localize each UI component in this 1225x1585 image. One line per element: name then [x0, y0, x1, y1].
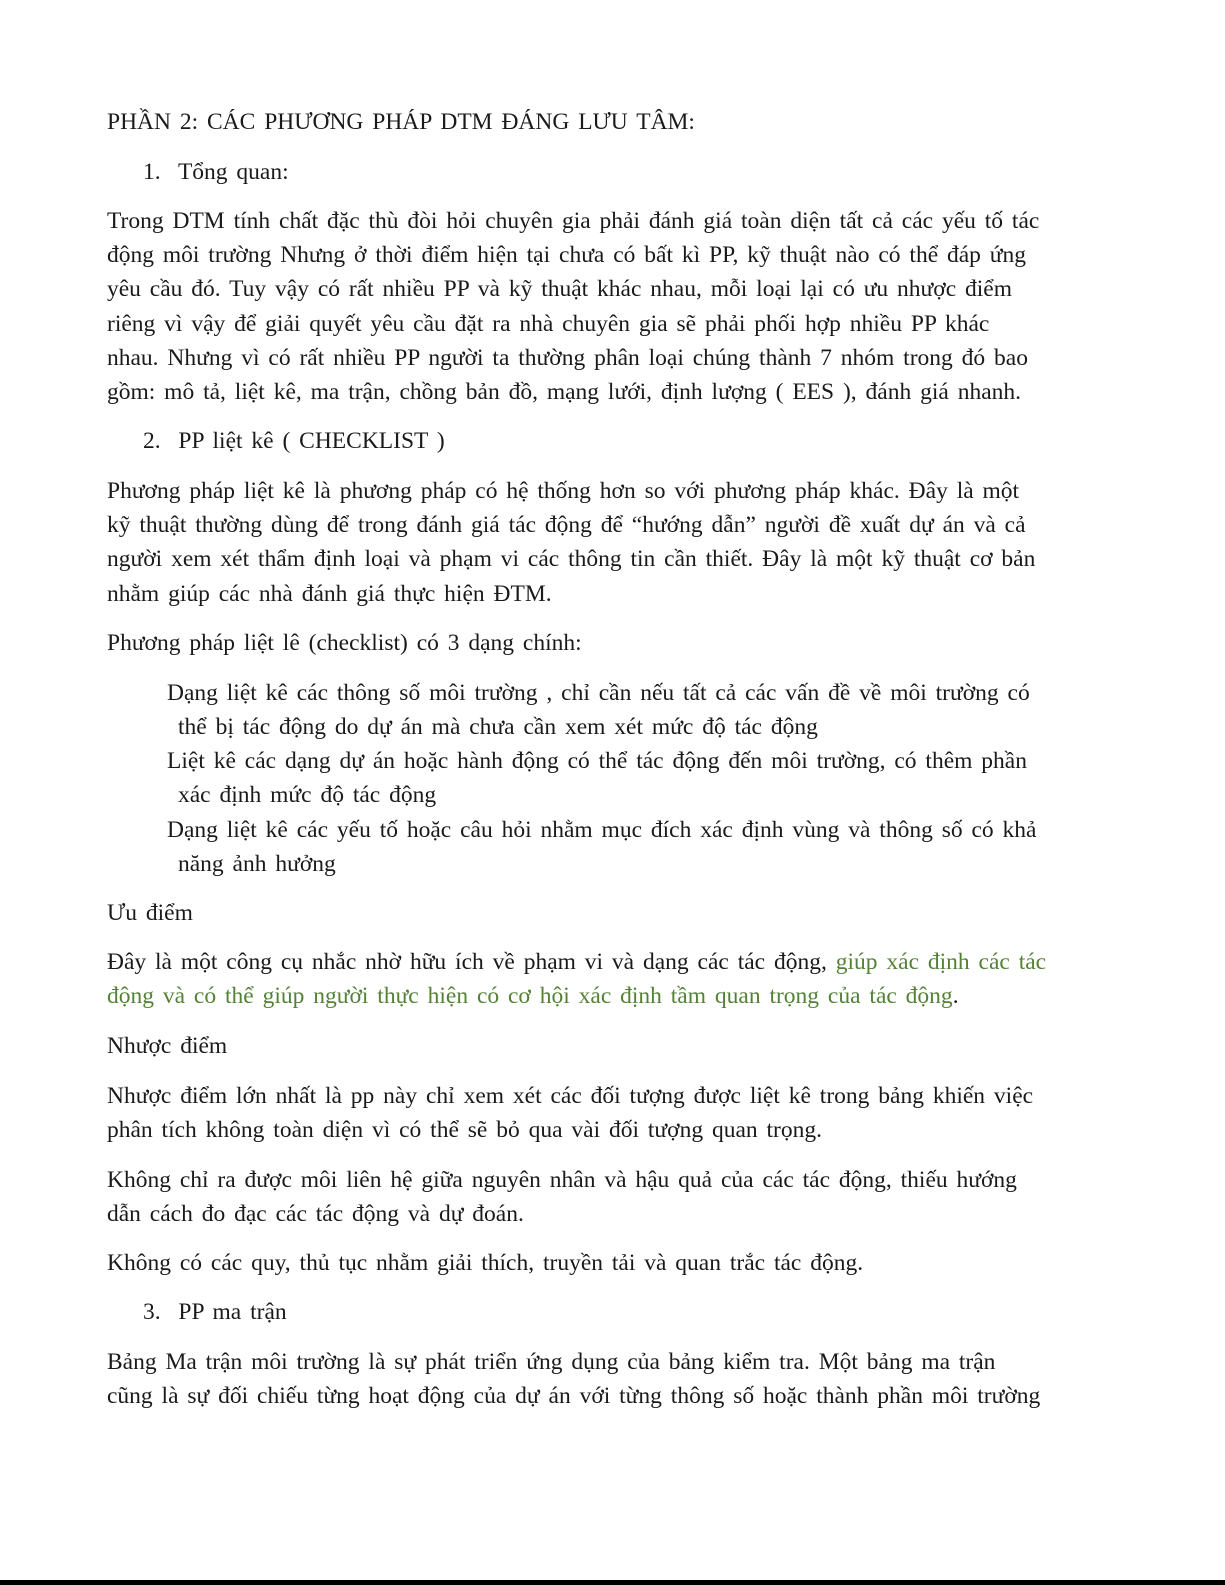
bullet-continuation: xác định mức độ tác động: [178, 782, 437, 808]
paragraph-line: nhau. Nhưng vì có rất nhiều PP người ta thường phân loại chúng thành 7 nhóm trong đó bao: [107, 345, 1028, 371]
bullet-text: Liệt kê các dạng dự án hoặc hành động có thể tác động đến môi trường, có thêm phần: [167, 748, 1027, 774]
paragraph-line: Nhược điểm lớn nhất là pp này chỉ xem xét các đối tượng được liệt kê trong bảng khiến việc: [107, 1083, 1034, 1109]
paragraph-line: yêu cầu đó. Tuy vậy có rất nhiều PP và kỹ thuật khác nhau, mỗi loại lại có ưu nhược điểm: [107, 276, 1013, 302]
bullet-text: Dạng liệt kê các thông số môi trường , chỉ cần nếu tất cả các vấn đề về môi trường có: [167, 680, 1030, 706]
paragraph-line: động môi trường Nhưng ở thời điểm hiện tại chưa có bất kì PP, kỹ thuật nào có thể đáp ứng: [107, 242, 1027, 268]
paragraph-line: riêng vì vậy để giải quyết yêu cầu đặt ra nhà chuyên gia sẽ phải phối hợp nhiều PP khác: [107, 311, 990, 337]
advantages-line: [107, 947, 1046, 977]
bullet-item: [143, 678, 1030, 708]
paragraph-line: nhằm giúp các nhà đánh giá thực hiện ĐTM.: [107, 581, 552, 607]
paragraph-line: người xem xét thẩm định loại và phạm vi các thông tin cần thiết. Đây là một kỹ thuật cơ bản: [107, 546, 1036, 572]
advantages-line: [107, 981, 959, 1011]
advantages-text: Đây là một công cụ nhắc nhờ hữu ích về phạm vi và dạng các tác động,: [107, 949, 836, 975]
paragraph-line: gồm: mô tả, liệt kê, ma trận, chồng bản đồ, mạng lưới, định lượng ( EES ), đánh giá nhanh.: [107, 379, 1022, 405]
paragraph-line: kỹ thuật thường dùng để trong đánh giá tác động để “hướng dẫn” người đề xuất dự án và cả: [107, 512, 1026, 538]
paragraph-line: dẫn cách đo đạc các tác động và dự đoán.: [107, 1201, 524, 1227]
bullet-continuation: năng ảnh hưởng: [178, 851, 336, 877]
page-heading: PHẦN 2: CÁC PHƯƠNG PHÁP DTM ĐÁNG LƯU TÂM:: [107, 109, 695, 135]
advantages-label: Ưu điểm: [107, 900, 193, 926]
paragraph-line: Bảng Ma trận môi trường là sự phát triển ứng dụng của bảng kiểm tra. Một bảng ma trận: [107, 1349, 996, 1375]
page-bottom-edge: [0, 1580, 1225, 1585]
bullet-item: [143, 746, 1027, 776]
advantages-text: .: [952, 983, 959, 1009]
section-1-title: 1. Tổng quan:: [143, 159, 289, 185]
disadvantages-label: Nhược điểm: [107, 1033, 228, 1059]
bullet-text: Dạng liệt kê các yếu tố hoặc câu hỏi nhằm mục đích xác định vùng và thông số có khả: [167, 817, 1037, 843]
bullet-continuation: thể bị tác động do dự án mà chưa cần xem xét mức độ tác động: [178, 714, 818, 740]
highlighted-text: động và có thể giúp người thực hiện có cơ hội xác định tầm quan trọng của tác động: [107, 983, 953, 1009]
paragraph-line: Phương pháp liệt kê là phương pháp có hệ thống hơn so với phương pháp khác. Đây là một: [107, 478, 1020, 504]
highlighted-text: giúp xác định các tác: [835, 949, 1047, 975]
paragraph-line: cũng là sự đối chiếu từng hoạt động của dự án với từng thông số hoặc thành phần môi trường: [107, 1383, 1041, 1409]
paragraph-line: Không chỉ ra được môi liên hệ giữa nguyên nhân và hậu quả của các tác động, thiếu hướng: [107, 1167, 1017, 1193]
paragraph-line: Trong DTM tính chất đặc thù đòi hỏi chuyên gia phải đánh giá toàn diện tất cả các yếu tố tác: [107, 208, 1040, 234]
paragraph-line: phân tích không toàn diện vì có thể sẽ bỏ qua vài đối tượng quan trọng.: [107, 1117, 822, 1143]
bullet-item: [143, 815, 1036, 845]
paragraph-line: Không có các quy, thủ tục nhằm giải thích, truyền tải và quan trắc tác động.: [107, 1250, 864, 1276]
section-2-title: 2. PP liệt kê ( CHECKLIST ): [143, 428, 445, 454]
section-3-title: 3. PP ma trận: [143, 1299, 287, 1325]
checklist-forms-intro: Phương pháp liệt lê (checklist) có 3 dạng chính:: [107, 630, 582, 656]
